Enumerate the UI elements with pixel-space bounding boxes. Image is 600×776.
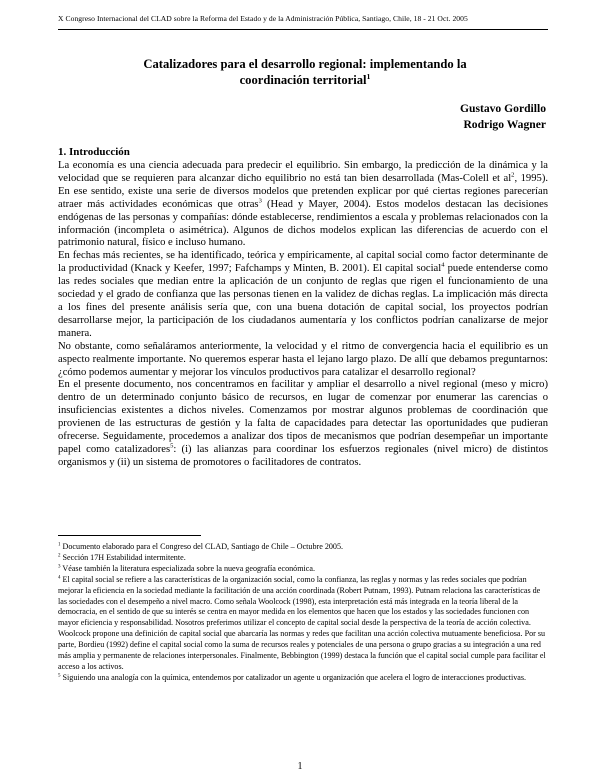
footnote-number: 1 (58, 542, 61, 548)
running-header: X Congreso Internacional del CLAD sobre la Reforma del Estado y de la Administración Pública, Santiago, Chile, 18 - 21 Oct. 2005 (58, 14, 468, 23)
footnote (58, 575, 548, 673)
author-name: Gustavo Gordillo (460, 102, 546, 115)
footnote-text: Véase también la literatura especializada sobre la nueva geografía económica. (60, 563, 315, 573)
author-block (460, 101, 546, 133)
footnote-ref: 5 (170, 442, 174, 450)
footnote (58, 542, 548, 553)
footnote-ref: 3 (258, 197, 262, 205)
page-number: 1 (297, 761, 303, 772)
paragraph-text: En el presente documento, nos concentramos en facilitar y ampliar el desarrollo a nivel regional (meso y micro) dentro de un determinado conjunto básico de recursos, en lugar de comenzar por enumerar las carencias o insuficiencias existentes a dichos niveles. Comenzamos por mostrar algunos problemas de coordinación que provienen de las estructuras de gestión y la falta de capacidades para detectar las oportunidades que pudieran ofrecerse. Seguidamente, procedemos a analizar dos tipos de mecanismos que podrían desempeñar un importante papel como catalizadores (58, 379, 548, 455)
footnote-number: 3 (58, 564, 61, 570)
footnote-ref: 4 (441, 261, 445, 269)
paragraph-text: (Head y Mayer, 2004). Estos modelos destacan las decisiones endógenas de las personas y compañías: dónde establecerse, rendimientos a escala y problemas relacionados con la información (incompleta o asimétrica). Algunos de dichos modelos explican las diferencias de acuerdo con el patrimonio natural, físico e incluso humano. (58, 198, 548, 249)
footnote-text: Documento elaborado para el Congreso del CLAD, Santiago de Chile – Octubre 2005. (60, 542, 344, 551)
footnote-separator (58, 535, 201, 536)
footnote-text: Siguiendo una analogía con la química, entendemos por catalizador un agente u organización que acelera el logro de interacciones productivas. (60, 672, 527, 682)
paragraph-text: : (i) las alianzas para coordinar los esfuerzos regionales (nivel micro) de distintos organismos y (ii) un sistema de promotores o facilitadores de contratos. (58, 443, 549, 468)
footnote-text: Sección 17H Estabilidad intermitente. (60, 552, 186, 562)
paragraph-text: En fechas más recientes, se ha identificado, teórica y empíricamente, al capital social como factor determinante de la productividad (Knack y Keefer, 1997; Fafchamps y Minten, B. 2001). El capital social (58, 250, 548, 275)
paragraph-text: , 1995). En ese sentido, existe una serie de diversos modelos que pretenden explicar por qué ciertas regiones parecerían atraer más actividades económicas que otras (58, 172, 548, 210)
footnote-number: 5 (58, 673, 61, 679)
footnote-number: 4 (58, 575, 61, 581)
footnote-text: El capital social se refiere a las características de la organización social, como la confianza, las reglas y normas y las redes sociales que podrían mejorar la eficiencia en la sociedad mediante la facilitación de una acción coordinada (Robert Putnam, 1993). Putnam relaciona las características de las sociedades con el desempeño a nivel macro. Como señala Woolcock (1998), esta interpretación está más integrada en la teoría liberal de la democracia, en el sentido de que su interés se centra en mayor medida en los elementos que hacen que los estados y las sociedades funcionen con mayor eficiencia y responsabilidad. Nosotros preferimos utilizar el concepto de capital social desde la perspectiva de la teoría de acción colectiva. Woolcock propone una definición de capital social que abarcaría las normas y redes que facilitan una acción colectiva mutuamente beneficiosa. Por su parte, Bordieu (1992) define el capital social como la suma de recursos reales y potenciales de una persona o grupo gracias a su integración a una red más amplia y permanente de relaciones interpersonales. Finalmente, Bebbington (1999) destaca la función que el capital social cumple para facilitar el acceso a los activos. (58, 574, 546, 671)
footnote (58, 564, 548, 575)
footnote (58, 553, 548, 564)
title-line-2-text: coordinación territorial (239, 73, 367, 87)
footnote-number: 2 (58, 553, 61, 559)
paragraph-text: puede entenderse como las redes sociales que median entre la aplicación de un conjunto de reglas que rigen el funcionamiento de una sociedad y el grado de confianza que las personas tienen en la validez de dichas reglas. La implicación más directa a los fines del presente análisis sería que, con una buena dotación de capital social, los proyectos podrían desarrollarse mejor, la participación de los ciudadanos aumentaría y los conflictos podrían canalizarse de mejor manera. (58, 263, 548, 339)
title-footnote-ref: 1 (366, 71, 371, 81)
header-rule (58, 29, 548, 30)
footnote (58, 673, 548, 684)
title-line-2 (60, 72, 550, 88)
footnote-ref: 2 (511, 171, 515, 179)
paragraph-1 (58, 160, 548, 250)
paragraph-3: No obstante, como señaláramos anteriormente, la velocidad y el ritmo de convergencia hacia el equilibrio es un aspecto realmente importante. No queremos esperar hasta el lejano largo plazo. De allí que debamos preguntarnos: ¿cómo podemos aumentar y mejorar los vínculos productivos para catalizar el desarrollo regional? (58, 340, 548, 378)
paragraph-2 (58, 250, 548, 340)
footnotes (58, 542, 548, 684)
paper-title (60, 56, 550, 88)
section-heading: 1. Introducción (58, 146, 130, 158)
paragraph-text: La economía es una ciencia adecuada para predecir el equilibrio. Sin embargo, la predicción de la dinámica y la velocidad que se requieren para alcanzar dicho equilibrio no está tan bien desarrollada (Mas-Colell et al (58, 160, 548, 184)
title-line-1: Catalizadores para el desarrollo regional: implementando la (143, 57, 467, 71)
paragraph-4 (58, 379, 548, 469)
section-body (58, 160, 548, 470)
author-name: Rodrigo Wagner (463, 118, 546, 131)
